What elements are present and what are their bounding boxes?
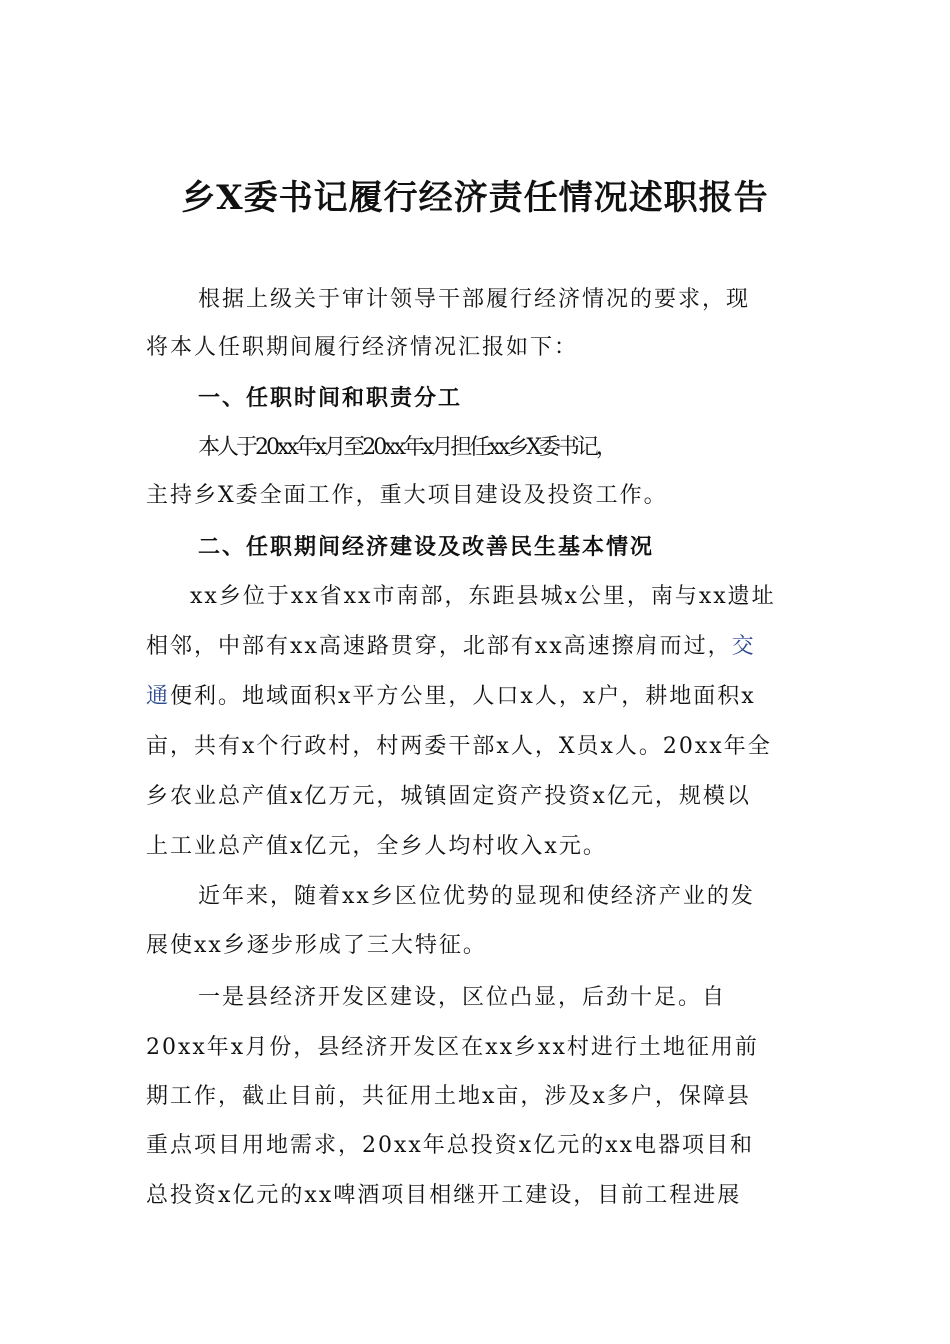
intro-line-2: 将本人任职期间履行经济情况汇报如下： bbox=[146, 335, 579, 360]
section-2-p3-line-3: 期工作，截止目前，共征用土地x亩，涉及x多户，保障县 bbox=[146, 1084, 751, 1109]
section-2-p3-line-1: 一是县经济开发区建设，区位凸显，后劲十足。自 bbox=[198, 985, 727, 1010]
section-1-heading: 一、任职时间和职责分工 bbox=[198, 386, 463, 411]
section-2-p2-line-1: 近年来，随着xx乡区位优势的显现和使经济产业的发 bbox=[198, 884, 755, 909]
document-title: 乡X委书记履行经济责任情况述职报告 bbox=[181, 178, 769, 218]
p1-line-2-text: 相邻，中部有xx高速路贯穿，北部有xx高速擦肩而过， bbox=[146, 634, 732, 659]
section-2-p1-line-6: 上工业总产值x亿元，全乡人均村收入x元。 bbox=[146, 834, 607, 859]
section-2-p3-line-4: 重点项目用地需求，20xx年总投资x亿元的xx电器项目和 bbox=[146, 1133, 755, 1158]
section-2-p2-line-2: 展使xx乡逐步形成了三大特征。 bbox=[146, 933, 487, 958]
section-2-p1-line-1: xx乡位于xx省xx市南部，东距县城x公里，南与xx遗址 bbox=[190, 584, 776, 609]
section-2-p3-line-5: 总投资x亿元的xx啤酒项目相继开工建设，目前工程进展 bbox=[146, 1183, 742, 1208]
intro-text-1: 根据上级关于审计领导干部履行经济情况的要求，现 bbox=[198, 287, 751, 312]
intro-line-1 bbox=[198, 282, 804, 318]
section-2-p1-line-5: 乡农业总产值x亿万元，城镇固定资产投资x亿元，规模以 bbox=[146, 784, 751, 809]
section-2-p1-line-4: 亩，共有x个行政村，村两委干部x人，X员x人。20xx年全 bbox=[146, 734, 772, 759]
section-2-p3-line-2: 20xx年x月份，县经济开发区在xx乡xx村进行土地征用前 bbox=[146, 1035, 759, 1060]
p1-line-2-highlight: 交 bbox=[731, 634, 756, 659]
section-1-line-2: 主持乡X委全面工作，重大项目建设及投资工作。 bbox=[146, 483, 668, 508]
section-2-p1-line-3 bbox=[146, 679, 756, 715]
p1-line-3-highlight: 通 bbox=[146, 684, 171, 709]
section-1-line-1: 本人于20xx年x月至20xx年x月担任xx乡X委书记， bbox=[198, 435, 615, 460]
section-2-p1-line-2 bbox=[146, 629, 756, 665]
section-2-heading: 二、任职期间经济建设及改善民生基本情况 bbox=[198, 535, 655, 560]
p1-line-3-text: 便利。地域面积x平方公里，人口x人，x户，耕地面积x bbox=[170, 684, 756, 709]
